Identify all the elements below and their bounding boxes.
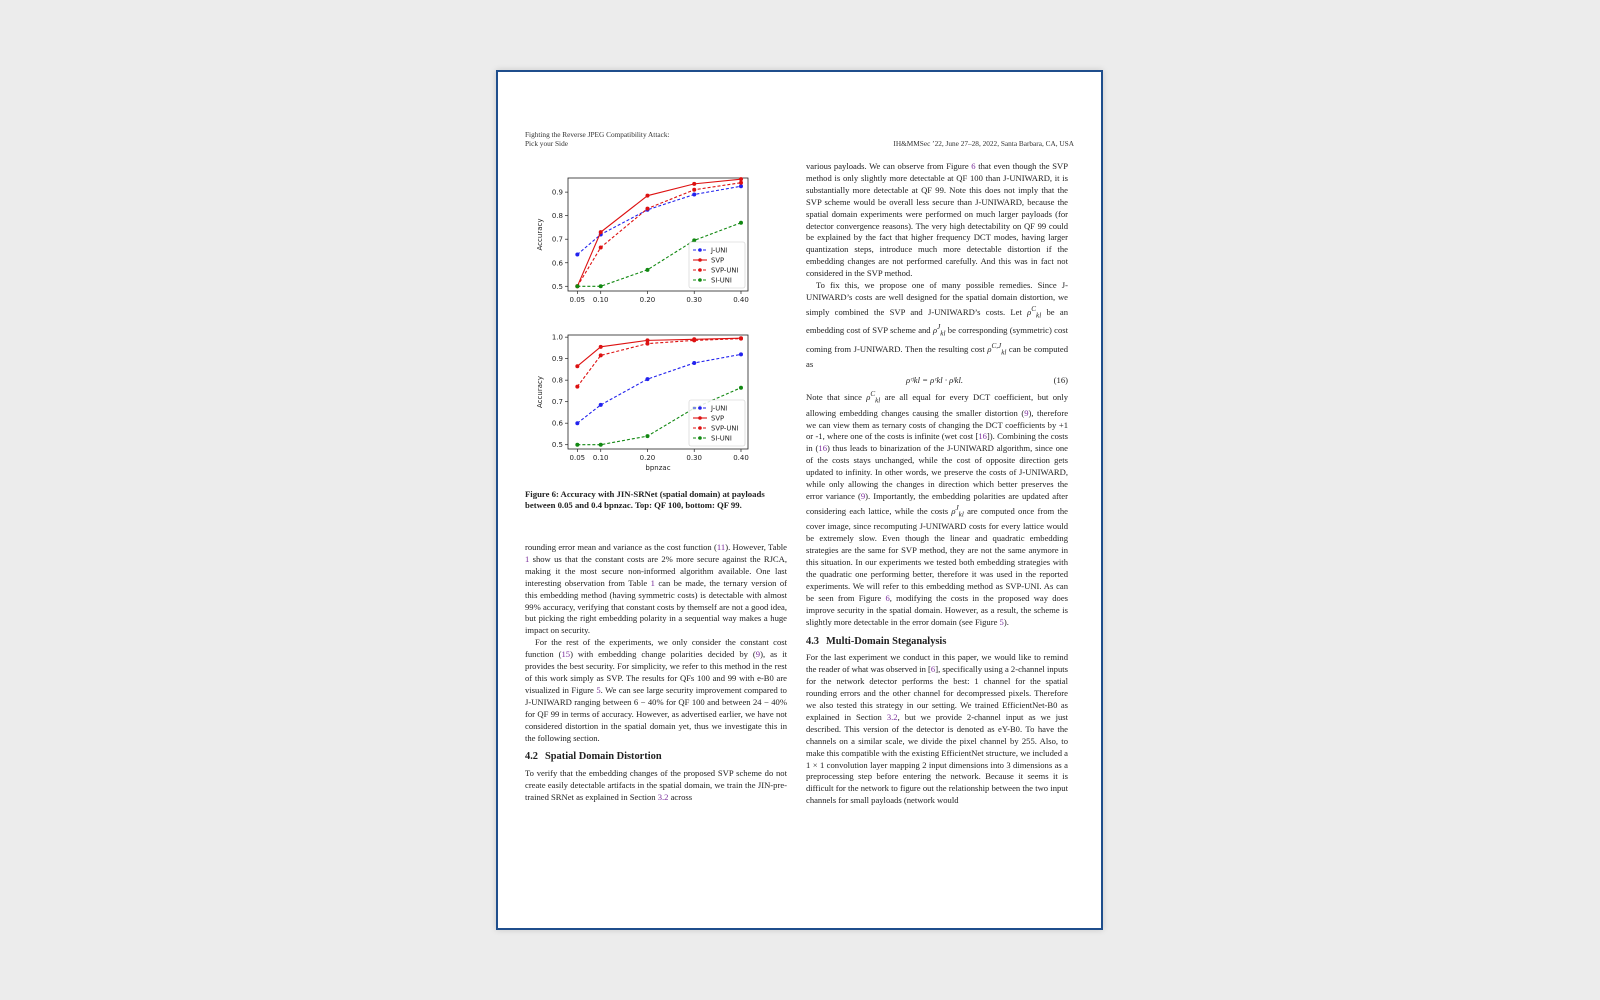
- data-point-si-uni: [599, 443, 603, 447]
- x-tick-label: 0.30: [686, 454, 703, 462]
- data-point-svp: [739, 177, 743, 181]
- y-tick-label: 0.7: [551, 398, 563, 407]
- header-title-line2: Pick your Side: [525, 139, 568, 148]
- data-point-svp-uni: [692, 188, 696, 192]
- y-tick-label: 0.9: [551, 188, 563, 197]
- data-point-j-uni: [739, 352, 743, 356]
- chart-bottom-svg: [525, 327, 755, 474]
- y-tick-label: 0.5: [551, 441, 563, 450]
- data-point-j-uni: [692, 361, 696, 365]
- section-ref-link[interactable]: 3.2: [886, 711, 898, 722]
- section-heading-4-2: 4.2 Spatial Domain Distortion: [525, 751, 662, 763]
- math-rho-c: $\rho^C_{kl}$: [1027, 304, 1042, 320]
- data-point-svp-uni: [739, 181, 743, 185]
- data-point-j-uni: [692, 192, 696, 196]
- figure-caption: Figure 6: Accuracy with JIN-SRNet (spatial domain) at payloads between 0.05 and 0.4 bpnzac. Top: QF 100, bottom: QF 99.: [525, 489, 765, 511]
- x-tick-label: 0.20: [639, 454, 656, 462]
- table-ref-link[interactable]: 1: [525, 553, 530, 564]
- legend-marker: [698, 258, 702, 262]
- legend-label: SVP-UNI: [711, 424, 739, 433]
- paragraph: For the rest of the experiments, we only consider the constant cost function (15) with embedding change polarities decided by (9), as it provides the best security. For simplicity, we refer to this method in the rest of this work simply as SVP. The results for QFs 100 and 99 with e-B0 are visualized in Figure 5. We can see large security improvement compared to J-UNIWARD ranging between 6 − 40% for QF 100 and between 24 − 40% for QF 99 in terms of accuracy. However, as advertised earlier, we have not considered distortion in the spatial domain yet, thus we investigate this in the following section.: [525, 637, 787, 743]
- equation-body: ρᶜʲkl = ρᶜkl · ρʲkl.: [906, 375, 964, 386]
- data-point-svp: [692, 182, 696, 186]
- equation-ref-link[interactable]: 11: [716, 542, 726, 552]
- figure-ref-link[interactable]: 6: [885, 592, 890, 603]
- paragraph: rounding error mean and variance as the cost function (11). However, Table 1 show us that the constant costs are 2% more secure against the RJCA, making it the most secure non-informed algorithm available. One last interesting observation from Table 1 can be made, the ternary version of this embedding method (having symmetric costs) is detectable with almost 99% accuracy, verifying that constant costs by themself are not a good idea, but picking the right embedding polarity in a sequential way makes a huge impact on security.: [525, 542, 788, 636]
- data-point-svp-uni: [599, 245, 603, 249]
- legend-label: SI-UNI: [711, 276, 732, 285]
- left-column: [525, 542, 787, 804]
- running-header-right: [893, 130, 1074, 148]
- legend-marker: [698, 278, 702, 282]
- equation-16: [806, 371, 1068, 389]
- x-tick-label: 0.20: [639, 296, 656, 304]
- chart-top-qf100: [525, 170, 755, 305]
- x-axis-label: bpnzac: [645, 464, 671, 472]
- x-tick-label: 0.40: [733, 296, 749, 304]
- x-tick-label: 0.30: [686, 296, 703, 304]
- legend-label: SI-UNI: [711, 434, 732, 443]
- legend-label: SVP: [711, 256, 725, 265]
- data-point-si-uni: [599, 284, 603, 288]
- data-point-svp: [575, 364, 579, 368]
- equation-ref-link[interactable]: 16: [818, 443, 827, 454]
- y-tick-label: 0.6: [551, 419, 563, 428]
- citation-link[interactable]: 6: [930, 664, 936, 675]
- legend-label: J-UNI: [711, 246, 728, 255]
- equation-ref-link[interactable]: 9: [755, 649, 761, 660]
- figure-ref-link[interactable]: 6: [971, 161, 976, 171]
- y-tick-label: 0.7: [551, 235, 563, 244]
- equation-number: (16): [1053, 375, 1068, 386]
- equation-ref-link[interactable]: 15: [561, 649, 571, 660]
- data-point-si-uni: [645, 268, 649, 272]
- equation-ref-link[interactable]: 9: [860, 490, 866, 501]
- legend-marker: [698, 268, 702, 272]
- data-point-svp: [645, 194, 649, 198]
- header-title-line1: Fighting the Reverse JPEG Compatibility Attack:: [525, 130, 670, 139]
- x-tick-label: 0.10: [592, 296, 609, 304]
- section-heading-4-3: 4.3 Multi-Domain Steganalysis: [806, 635, 947, 647]
- data-point-si-uni: [645, 434, 649, 438]
- chart-bottom-qf99: [525, 327, 755, 474]
- y-tick-label: 0.6: [551, 259, 563, 268]
- running-header-left: [525, 130, 670, 148]
- legend-label: SVP-UNI: [711, 266, 739, 275]
- data-point-svp-uni: [599, 353, 603, 357]
- y-axis-label: Accuracy: [536, 218, 544, 251]
- paragraph: To fix this, we propose one of many possible remedies. Since J-UNIWARD’s costs are well designed for the spatial domain distortion, we simply combined the SVP and J-UNIWARD’s costs. Let $\rho^C_{kl}$ be an embedding cost of SVP scheme and $\rho^J_{kl}$ be corresponding (symmetric) cost coming from J-UNIWARD. Then the resulting cost $\rho^{C,J}_{kl}$ can be computed as: [806, 280, 1069, 370]
- legend-label: J-UNI: [711, 404, 728, 413]
- y-tick-label: 0.5: [551, 282, 563, 291]
- data-point-svp-uni: [739, 337, 743, 341]
- citation-link[interactable]: 16: [978, 431, 987, 442]
- series-line-svp: [577, 338, 741, 366]
- data-point-si-uni: [575, 284, 579, 288]
- legend-label: SVP: [711, 414, 725, 423]
- legend-marker: [698, 436, 702, 440]
- legend-marker: [698, 416, 702, 420]
- paragraph: various payloads. We can observe from Figure 6 that even though the SVP method is only slightly more detectable at QF 100 than J-UNIWARD, it is substantially more detectable at QF 99. Note this does not imply that the SVP scheme would be overall less secure than J-UNIWARD, because the spatial domain experiments were performed on much larger payloads (for detector convergence reasons). The very high detectability on QF 99 could be explained by the fact that higher frequency DCT modes, having larger quantization steps, introduce much more detectable distortion if the embedding changes are not performed carefully. And this was in fact not considered in the SVP method.: [806, 161, 1068, 279]
- data-point-si-uni: [739, 221, 743, 225]
- y-axis-label: Accuracy: [536, 376, 544, 408]
- data-point-j-uni: [739, 184, 743, 188]
- legend-marker: [698, 426, 702, 430]
- data-point-svp-uni: [645, 207, 649, 211]
- data-point-j-uni: [575, 253, 579, 257]
- chart-top-svg: [525, 170, 755, 305]
- math-rho-cj: $\rho^{C,J}_{kl}$: [987, 341, 1007, 357]
- x-tick-label: 0.05: [569, 454, 586, 462]
- paragraph: For the last experiment we conduct in this paper, we would like to remind the reader of what was observed in [6], specifically using a 2-channel inputs for the network detector performs the best: 1 channel for the spatial rounding errors and the other channel for decompressed pixels. Therefore we also tested this strategy in our setting. We trained EfficientNet-B0 as explained in Section 3.2, but we provide 2-channel input as we just described. This version of the detector is denoted as eY-B0. To have the channels on a similar scale, we divide the pixel channel by 255. Also, to make this compatible with the existing EfficientNet structure, we included a 1 × 1 convolution layer mapping 2 input dimensions into 3 dimensions as a preprocessing step before entering the network. Because it seems it is difficult for the network to figure out the relationship between the two input channels for small payloads (network would: [806, 652, 1068, 806]
- x-tick-label: 0.40: [733, 454, 749, 462]
- math-rho-c: $\rho^C_{kl}$: [866, 390, 881, 405]
- legend-marker: [698, 406, 702, 410]
- math-rho-j: $\rho^J_{kl}$: [951, 503, 964, 519]
- data-point-svp-uni: [645, 342, 649, 346]
- equation-ref-link[interactable]: 9: [1024, 407, 1029, 418]
- header-venue: IH&MMSec ’22, June 27–28, 2022, Santa Barbara, CA, USA: [893, 139, 1074, 148]
- paper-page: [496, 70, 1103, 930]
- data-point-svp: [599, 345, 603, 349]
- paragraph: Note that since $\rho^C_{kl}$ are all equal for every DCT coefficient, but only allowing embedding changes causing the smaller distortion (9), therefore we can view them as ternary costs of changing the DCT coefficients by +1 or -1, where one of the costs is infinite (wet cost [16]). Combining the costs in (16) thus leads to binarization of the J-UNIWARD algorithm, since one of the costs stays unchanged, while the cost of opposite direction gets updated to infinity. In other words, we preserve the costs of J-UNIWARD, while only allowing the changes in direction which better preserves the error variance (9). Importantly, the embedding polarities are updated after considering each lattice, while the costs $\rho^J_{kl}$ are computed once from the cover image, since recomputing J-UNIWARD costs for every lattice would be extremely slow. Even though the linear and quadratic embedding strategies are the same for SVP method, they are not the same anymore in this situation. In our experiments we tested both embedding strategies with the quadratic one performing better, therefore it was used in the reported experiments. We will refer to this embedding method as SVP-UNI. As can be seen from Figure 6, modifying the costs in the proposed way does improve security in the spatial domain. However, as a result, the scheme is slightly more detectable in the error domain (see Figure 5).: [806, 390, 1069, 627]
- data-point-si-uni: [739, 386, 743, 390]
- figure-ref-link[interactable]: 5: [596, 684, 601, 695]
- y-tick-label: 1.0: [551, 333, 563, 342]
- paragraph: To verify that the embedding changes of the proposed SVP scheme do not create easily detectable artifacts in the spatial domain, we train the JIN-pre-trained SRNet as explained in Section 3.2 across: [525, 768, 787, 803]
- data-point-svp-uni: [575, 385, 579, 389]
- x-tick-label: 0.10: [592, 454, 609, 462]
- y-tick-label: 0.9: [551, 355, 563, 364]
- data-point-svp-uni: [692, 338, 696, 342]
- legend-marker: [698, 248, 702, 252]
- figure-ref-link[interactable]: 5: [999, 616, 1004, 627]
- data-point-j-uni: [599, 403, 603, 407]
- data-point-j-uni: [575, 421, 579, 425]
- math-rho-j: $\rho^J_{kl}$: [932, 323, 946, 338]
- y-tick-label: 0.8: [551, 212, 563, 221]
- data-point-j-uni: [645, 377, 649, 381]
- data-point-si-uni: [575, 443, 579, 447]
- table-ref-link[interactable]: 1: [650, 577, 655, 588]
- y-tick-label: 0.8: [551, 376, 563, 385]
- x-tick-label: 0.05: [569, 296, 586, 304]
- data-point-svp: [599, 230, 603, 234]
- right-column: [806, 161, 1068, 807]
- section-ref-link[interactable]: 3.2: [657, 792, 669, 803]
